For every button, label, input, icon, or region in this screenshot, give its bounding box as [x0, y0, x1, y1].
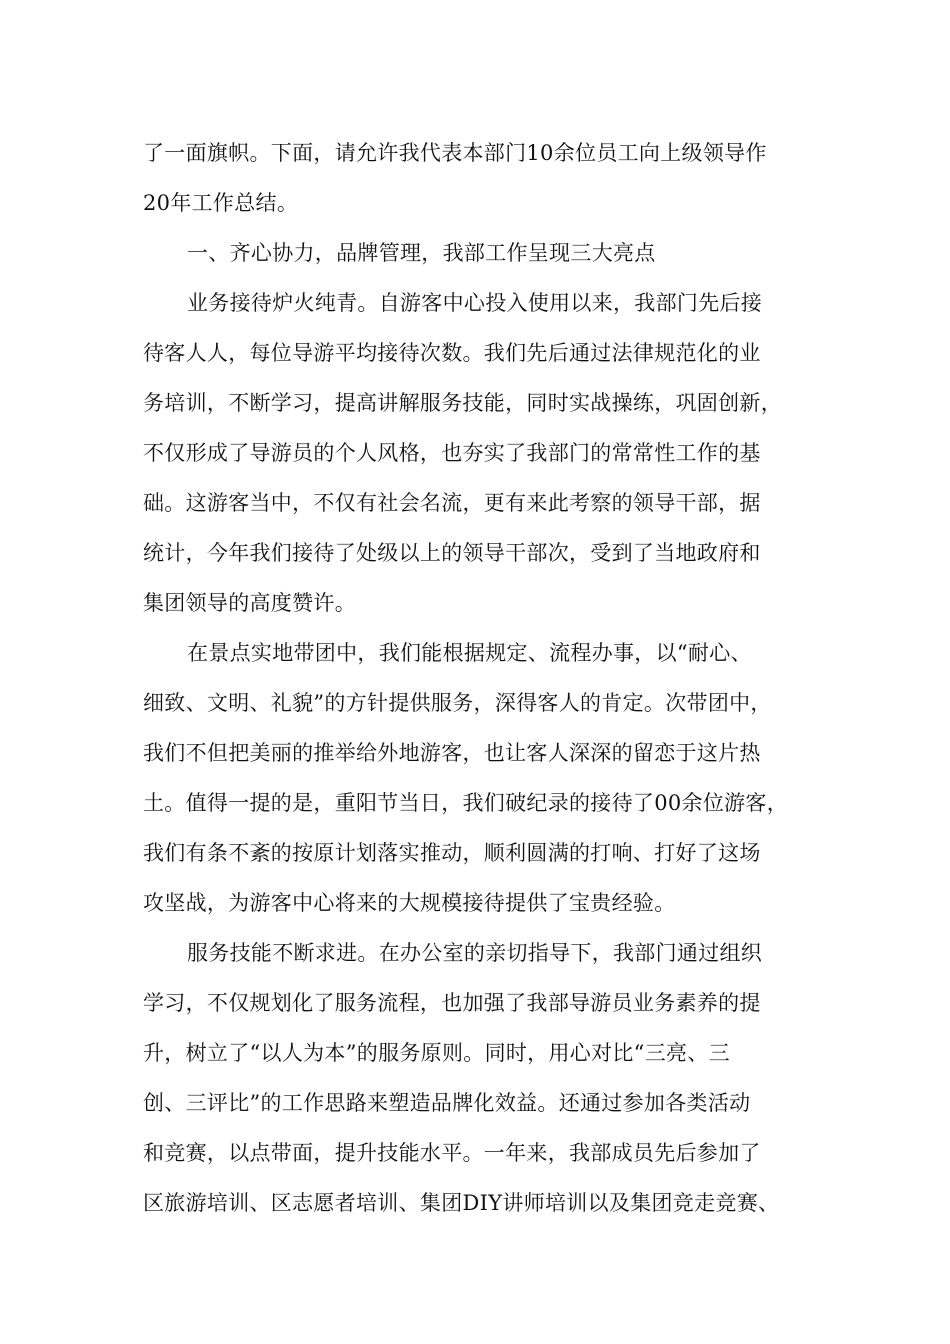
text-line: 土。值得一提的是，重阳节当日，我们破纪录的接待了00余位游客， — [143, 791, 789, 815]
text-line: 了一面旗帜。下面，请允许我代表本部门10余位员工向上级领导作 — [143, 141, 767, 165]
text-line: 和竞赛，以点带面，提升技能水平。一年来，我部成员先后参加了 — [143, 1141, 761, 1165]
text-line: 20年工作总结。 — [143, 191, 299, 215]
text-line: 统计，今年我们接待了处级以上的领导干部次，受到了当地政府和 — [143, 541, 761, 565]
text-line: 学习，不仅规划化了服务流程，也加强了我部导游员业务素养的提 — [143, 991, 761, 1015]
text-line: 服务技能不断求进。在办公室的亲切指导下，我部门通过组织 — [187, 941, 763, 965]
text-line: 在景点实地带团中，我们能根据规定、流程办事，以“耐心、 — [187, 641, 752, 665]
text-line: 集团领导的高度赞许。 — [143, 591, 356, 615]
text-line: 业务接待炉火纯青。自游客中心投入使用以来，我部门先后接 — [187, 291, 763, 315]
text-line: 一、齐心协力，品牌管理，我部工作呈现三大亮点 — [187, 241, 656, 265]
text-line: 升，树立了“以人为本”的服务原则。同时，用心对比“三亮、三 — [143, 1041, 730, 1065]
text-line: 攻坚战，为游客中心将来的大规模接待提供了宝贵经验。 — [143, 891, 676, 915]
text-line: 创、三评比”的工作思路来塑造品牌化效益。还通过参加各类活动 — [143, 1091, 751, 1115]
text-line: 区旅游培训、区志愿者培训、集团DIY讲师培训以及集团竞走竞赛、 — [143, 1191, 780, 1215]
text-line: 待客人人，每位导游平均接待次数。我们先后通过法律规范化的业 — [143, 341, 761, 365]
text-line: 务培训，不断学习，提高讲解服务技能，同时实战操练，巩固创新， — [143, 391, 782, 415]
text-line: 我们有条不紊的按原计划落实推动，顺利圆满的打响、打好了这场 — [143, 841, 761, 865]
document-body — [143, 128, 823, 1228]
text-line: 细致、文明、礼貌”的方针提供服务，深得客人的肯定。次带团中， — [143, 691, 772, 715]
text-line: 不仅形成了导游员的个人风格，也夯实了我部门的常常性工作的基 — [143, 441, 761, 465]
text-line: 础。这游客当中，不仅有社会名流，更有来此考察的领导干部，据 — [143, 491, 761, 515]
text-line: 我们不但把美丽的推举给外地游客，也让客人深深的留恋于这片热 — [143, 741, 761, 765]
